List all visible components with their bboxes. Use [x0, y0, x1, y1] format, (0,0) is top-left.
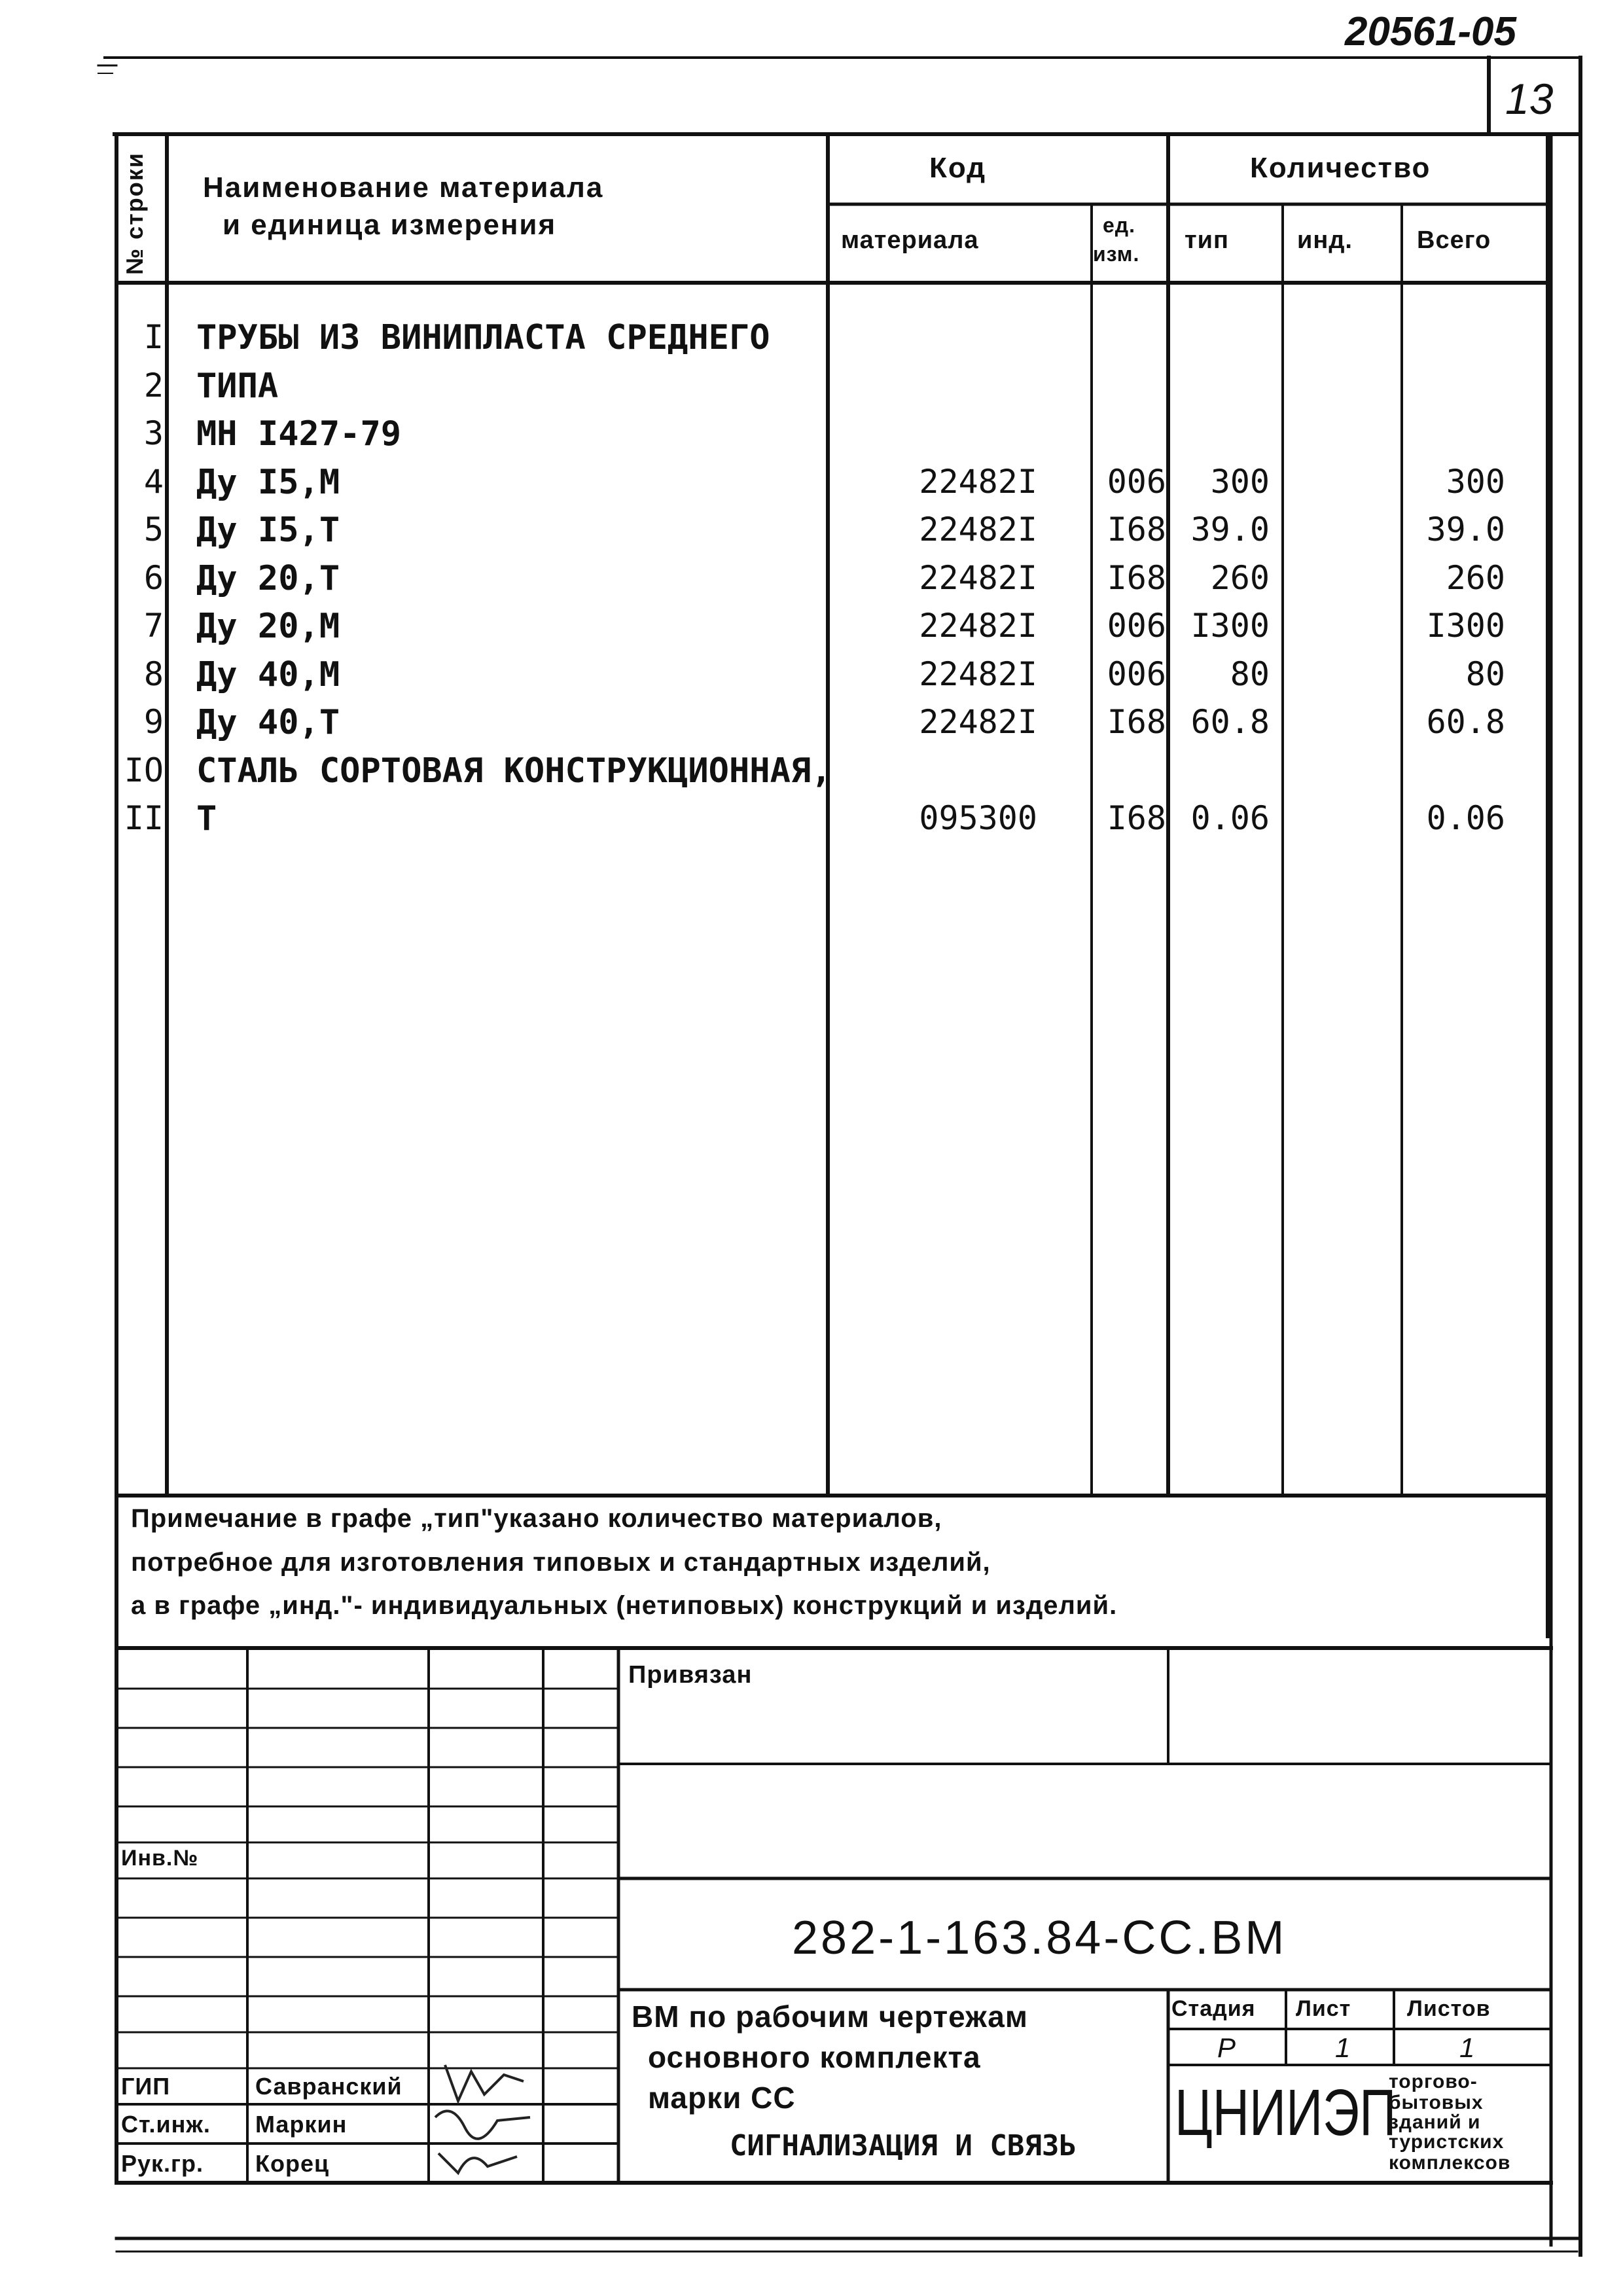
note-line2: потребное для изготовления типовых и стандартных изделий,	[131, 1548, 991, 1577]
header-unit-line2: изм.	[1093, 242, 1140, 266]
document-code: 282-1-163.84-СС.ВМ	[792, 1912, 1287, 1964]
document-registration-number: 20561-05	[1345, 9, 1517, 54]
sheets-value: 1	[1459, 2032, 1475, 2063]
signature-role-gip: ГИП	[121, 2073, 171, 2100]
unit-code: 006	[1107, 607, 1166, 645]
material-name: ТИПА	[196, 366, 279, 406]
unit-code: I68	[1107, 799, 1166, 837]
page-number: 13	[1505, 75, 1554, 123]
quantity-total: 80	[1465, 655, 1505, 693]
signature-role-group-head: Рук.гр.	[121, 2150, 204, 2177]
quantity-total: 300	[1446, 462, 1505, 501]
signature-name-group-head: Корец	[255, 2150, 330, 2177]
header-unit-line1: ед.	[1103, 213, 1135, 237]
quantity-type: 260	[1210, 558, 1270, 597]
material-name: Ду I5,М	[196, 462, 340, 502]
header-row-number: № строки	[121, 152, 148, 275]
material-name: Ду 20,Т	[196, 558, 340, 598]
document-title-line2: основного комплекта	[648, 2040, 981, 2074]
stage-value: Р	[1217, 2032, 1236, 2063]
organization-name-line4: туристских	[1389, 2131, 1505, 2153]
material-code: 22482I	[919, 558, 1037, 597]
row-number: 7	[143, 607, 164, 645]
note-line1: Примечание в графе „тип"указано количество материалов,	[131, 1504, 942, 1533]
document-title-line3: марки СС	[648, 2081, 796, 2115]
unit-code: I68	[1107, 511, 1166, 548]
header-material-name-line2: и единица измерения	[223, 209, 557, 241]
header-quantity-type: тип	[1185, 226, 1229, 254]
document-title-line1: ВМ по рабочим чертежам	[632, 2000, 1028, 2034]
sheet-value: 1	[1335, 2032, 1351, 2063]
material-name: ТРУБЫ ИЗ ВИНИПЛАСТА СРЕДНЕГО	[196, 318, 770, 357]
row-number: 4	[143, 462, 164, 501]
row-number: 5	[143, 511, 164, 548]
quantity-total: 60.8	[1426, 703, 1505, 741]
organization-name-line5: комплексов	[1389, 2152, 1511, 2174]
signature-name-senior-engineer: Маркин	[255, 2111, 348, 2138]
organization-name-line1: торгово-	[1389, 2071, 1478, 2092]
material-name: МН I427-79	[196, 414, 402, 454]
material-name: СТАЛЬ СОРТОВАЯ КОНСТРУКЦИОННАЯ,	[196, 751, 832, 791]
stage-label: Стадия	[1171, 1996, 1256, 2021]
row-number: 3	[143, 414, 164, 452]
sheets-label: Листов	[1407, 1996, 1491, 2021]
material-code: 22482I	[919, 703, 1037, 741]
row-number: 9	[143, 703, 164, 741]
sheet-label: Лист	[1296, 1996, 1351, 2021]
quantity-total: 39.0	[1426, 511, 1505, 548]
quantity-total: 0.06	[1426, 799, 1505, 837]
organization-logo: ЦНИИЭП	[1175, 2076, 1397, 2149]
unit-code: I68	[1107, 558, 1166, 597]
quantity-type: 39.0	[1190, 511, 1270, 548]
quantity-total: I300	[1426, 607, 1505, 645]
material-code: 095300	[919, 799, 1037, 837]
signature-role-senior-engineer: Ст.инж.	[121, 2111, 211, 2138]
header-quantity-total: Всего	[1417, 226, 1491, 254]
header-code-group: Код	[929, 152, 987, 184]
header-code-material: материала	[841, 226, 979, 254]
material-code: 22482I	[919, 655, 1037, 693]
material-name: Т	[196, 799, 217, 838]
material-code: 22482I	[919, 462, 1037, 501]
inventory-number-label: Инв.№	[121, 1846, 199, 1871]
unit-code: 006	[1107, 462, 1166, 501]
quantity-type: 60.8	[1190, 703, 1270, 741]
row-number: II	[124, 799, 164, 837]
unit-code: I68	[1107, 703, 1166, 741]
unit-code: 006	[1107, 655, 1166, 693]
row-number: I	[143, 318, 164, 356]
header-material-name-line1: Наименование материала	[203, 171, 604, 204]
material-code: 22482I	[919, 511, 1037, 548]
quantity-type: 0.06	[1190, 799, 1270, 837]
material-name: Ду 40,Т	[196, 703, 340, 742]
quantity-type: 300	[1210, 462, 1270, 501]
row-number: 8	[143, 655, 164, 693]
header-quantity-individual: инд.	[1297, 226, 1353, 254]
signature-name-gip: Савранский	[255, 2073, 402, 2100]
material-name: Ду I5,Т	[196, 511, 340, 550]
organization-name-line2: бытовых	[1389, 2092, 1484, 2113]
header-quantity-group: Количество	[1250, 152, 1431, 184]
material-code: 22482I	[919, 607, 1037, 645]
quantity-total: 260	[1446, 558, 1505, 597]
row-number: IO	[124, 751, 164, 789]
organization-name-line3: зданий и	[1389, 2111, 1481, 2133]
quantity-type: 80	[1230, 655, 1270, 693]
privyazan-label: Привязан	[628, 1661, 753, 1689]
signature-scribbles	[435, 2065, 530, 2173]
row-number: 2	[143, 366, 164, 404]
quantity-type: I300	[1190, 607, 1270, 645]
material-name: Ду 40,М	[196, 655, 340, 694]
material-name: Ду 20,М	[196, 607, 340, 646]
note-line3: а в графе „инд."- индивидуальных (нетиповых) конструкций и изделий.	[131, 1591, 1118, 1620]
row-number: 6	[143, 558, 164, 597]
document-subtitle: СИГНАЛИЗАЦИЯ И СВЯЗЬ	[730, 2129, 1077, 2162]
